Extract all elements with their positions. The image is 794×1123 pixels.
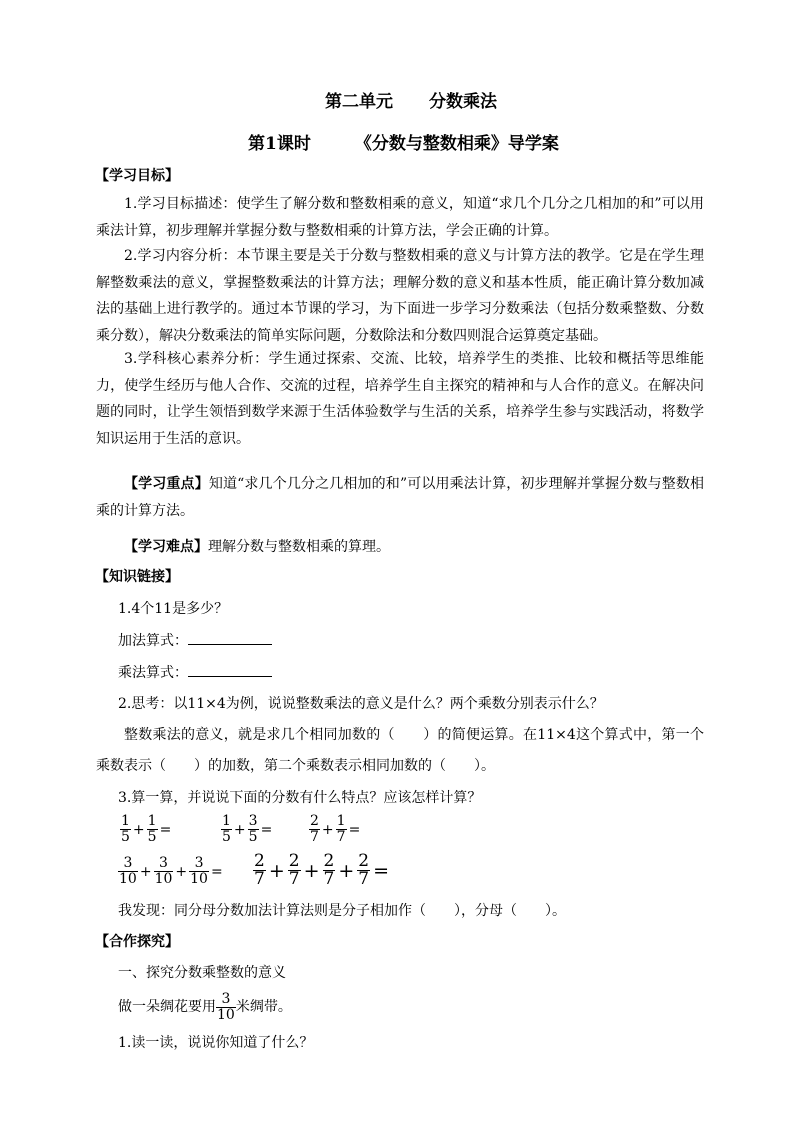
- addition-blank[interactable]: [188, 632, 272, 645]
- cooperate-task: [118, 992, 292, 1023]
- lesson-number: 第1课时: [248, 134, 311, 154]
- fraction: $\frac{1}{5}$: [121, 813, 130, 845]
- fraction: $\frac{2}{7}$: [323, 851, 335, 889]
- keypoint-text: 知道“求几个几分之几相加的和”可以用乘法计算，初步理解并掌握分数与整数相乘的计算方法。: [96, 476, 705, 519]
- knowledge-q3: 3.算一算，并说说下面的分数有什么特点？应该怎样计算？: [118, 790, 482, 806]
- knowledge-header: 【知识链接】: [95, 569, 179, 585]
- objectives-p2: 2.学习内容分析：本节课主要是关于分数与整数相乘的意义与计算方法的教学。它是在学生理解整数乘法的意义，掌握整数乘法的计算方法；理解分数的意义和基本性质，能正确计算分数加减法的基础上进行教学的。通过本节课的学习，为下面进一步学习分数乘法（包括分数乘整数、分数乘分数），解决分数乘法的简单实际问题，分数除法和分数四则混合运算奠定基础。: [96, 248, 704, 344]
- unit-title: [325, 87, 497, 112]
- lesson-title: [248, 129, 559, 154]
- knowledge-q1: 1.4个11是多少？: [118, 601, 229, 617]
- unit-number: 第二单元: [325, 92, 393, 112]
- fraction: $\frac{3}{10}$: [154, 855, 173, 887]
- addition-label: 加法算式：: [118, 633, 188, 649]
- task-before: 做一朵绸花要用: [118, 999, 216, 1015]
- expr-4: $\frac{3}{10}$ + $\frac{3}{10}$ + $\frac{3}{10}$ =: [119, 855, 223, 887]
- expr-1: $\frac{1}{5}$ + $\frac{1}{5}$ =: [121, 813, 172, 845]
- task-after: 米绸带。: [235, 999, 292, 1015]
- fraction: $\frac{2}{7}$: [254, 851, 265, 889]
- knowledge-q2: 2.思考：以11×4为例，说说整数乘法的意义是什么？两个乘数分别表示什么？: [118, 696, 604, 712]
- expr-5: $\frac{2}{7}$ + $\frac{2}{7}$ + $\frac{2}{7}$ + $\frac{2}{7}$ =: [254, 851, 389, 889]
- keypoint-paragraph: [96, 471, 704, 524]
- difficulty-paragraph: [96, 534, 704, 561]
- fraction: $\frac{3}{10}$: [190, 855, 208, 887]
- objectives-p3: 3.学科核心素养分析：学生通过探索、交流、比较，培养学生的类推、比较和概括等思维能力，使学生经历与他人合作、交流的过程，培养学生自主探究的精神和与人合作的意义。在解决问题的同时，让学生领悟到数学来源于生活体验数学与生活的关系，培养学生参与实践活动，将数学知识运用于生活的意识。: [96, 351, 704, 447]
- fraction: $\frac{3}{10}$: [217, 991, 235, 1023]
- fraction: $\frac{1}{5}$: [222, 813, 231, 845]
- expr-3: $\frac{2}{7}$ + $\frac{1}{7}$ =: [310, 813, 361, 845]
- discovery-text: 我发现：同分母分数加法计算法则是分子相加作（ ），分母（ ）。: [118, 903, 566, 919]
- cooperate-header: 【合作探究】: [95, 934, 179, 950]
- multiplication-row: [118, 660, 272, 686]
- objectives-header: 【学习目标】: [95, 168, 179, 184]
- addition-row: [118, 628, 272, 654]
- fraction: $\frac{2}{7}$: [358, 851, 370, 889]
- fraction: $\frac{3}{5}$: [248, 813, 258, 845]
- fraction: $\frac{2}{7}$: [288, 851, 300, 889]
- difficulty-label: 【学习难点】: [124, 539, 208, 555]
- knowledge-q2-answer: 整数乘法的意义，就是求几个相同加数的（ ）的简便运算。在11×4这个算式中，第一个乘数表示（ ）的加数，第二个乘数表示相同加数的（ ）。: [96, 727, 704, 774]
- multiplication-blank[interactable]: [188, 664, 272, 677]
- fraction: $\frac{3}{10}$: [119, 855, 137, 887]
- fraction: $\frac{1}{7}$: [336, 813, 346, 845]
- difficulty-text: 理解分数与整数相乘的算理。: [208, 539, 390, 555]
- cooperate-section-1: 一、探究分数乘整数的意义: [118, 965, 286, 981]
- lesson-name: 《分数与整数相乘》导学案: [354, 134, 559, 154]
- fraction: $\frac{1}{5}$: [147, 813, 157, 845]
- cooperate-read: 1.读一读，说说你知道了什么？: [118, 1035, 314, 1051]
- objectives-p1: 1.学习目标描述：使学生了解分数和整数相乘的意义，知道“求几个几分之几相加的和”可以用乘法计算，初步理解并掌握分数与整数相乘的计算方法，学会正确的计算。: [96, 196, 704, 239]
- multiplication-label: 乘法算式：: [118, 665, 188, 681]
- keypoint-label: 【学习重点】: [124, 476, 209, 492]
- fraction: $\frac{2}{7}$: [310, 813, 319, 845]
- unit-name: 分数乘法: [429, 92, 497, 112]
- expr-2: $\frac{1}{5}$ + $\frac{3}{5}$ =: [222, 813, 273, 845]
